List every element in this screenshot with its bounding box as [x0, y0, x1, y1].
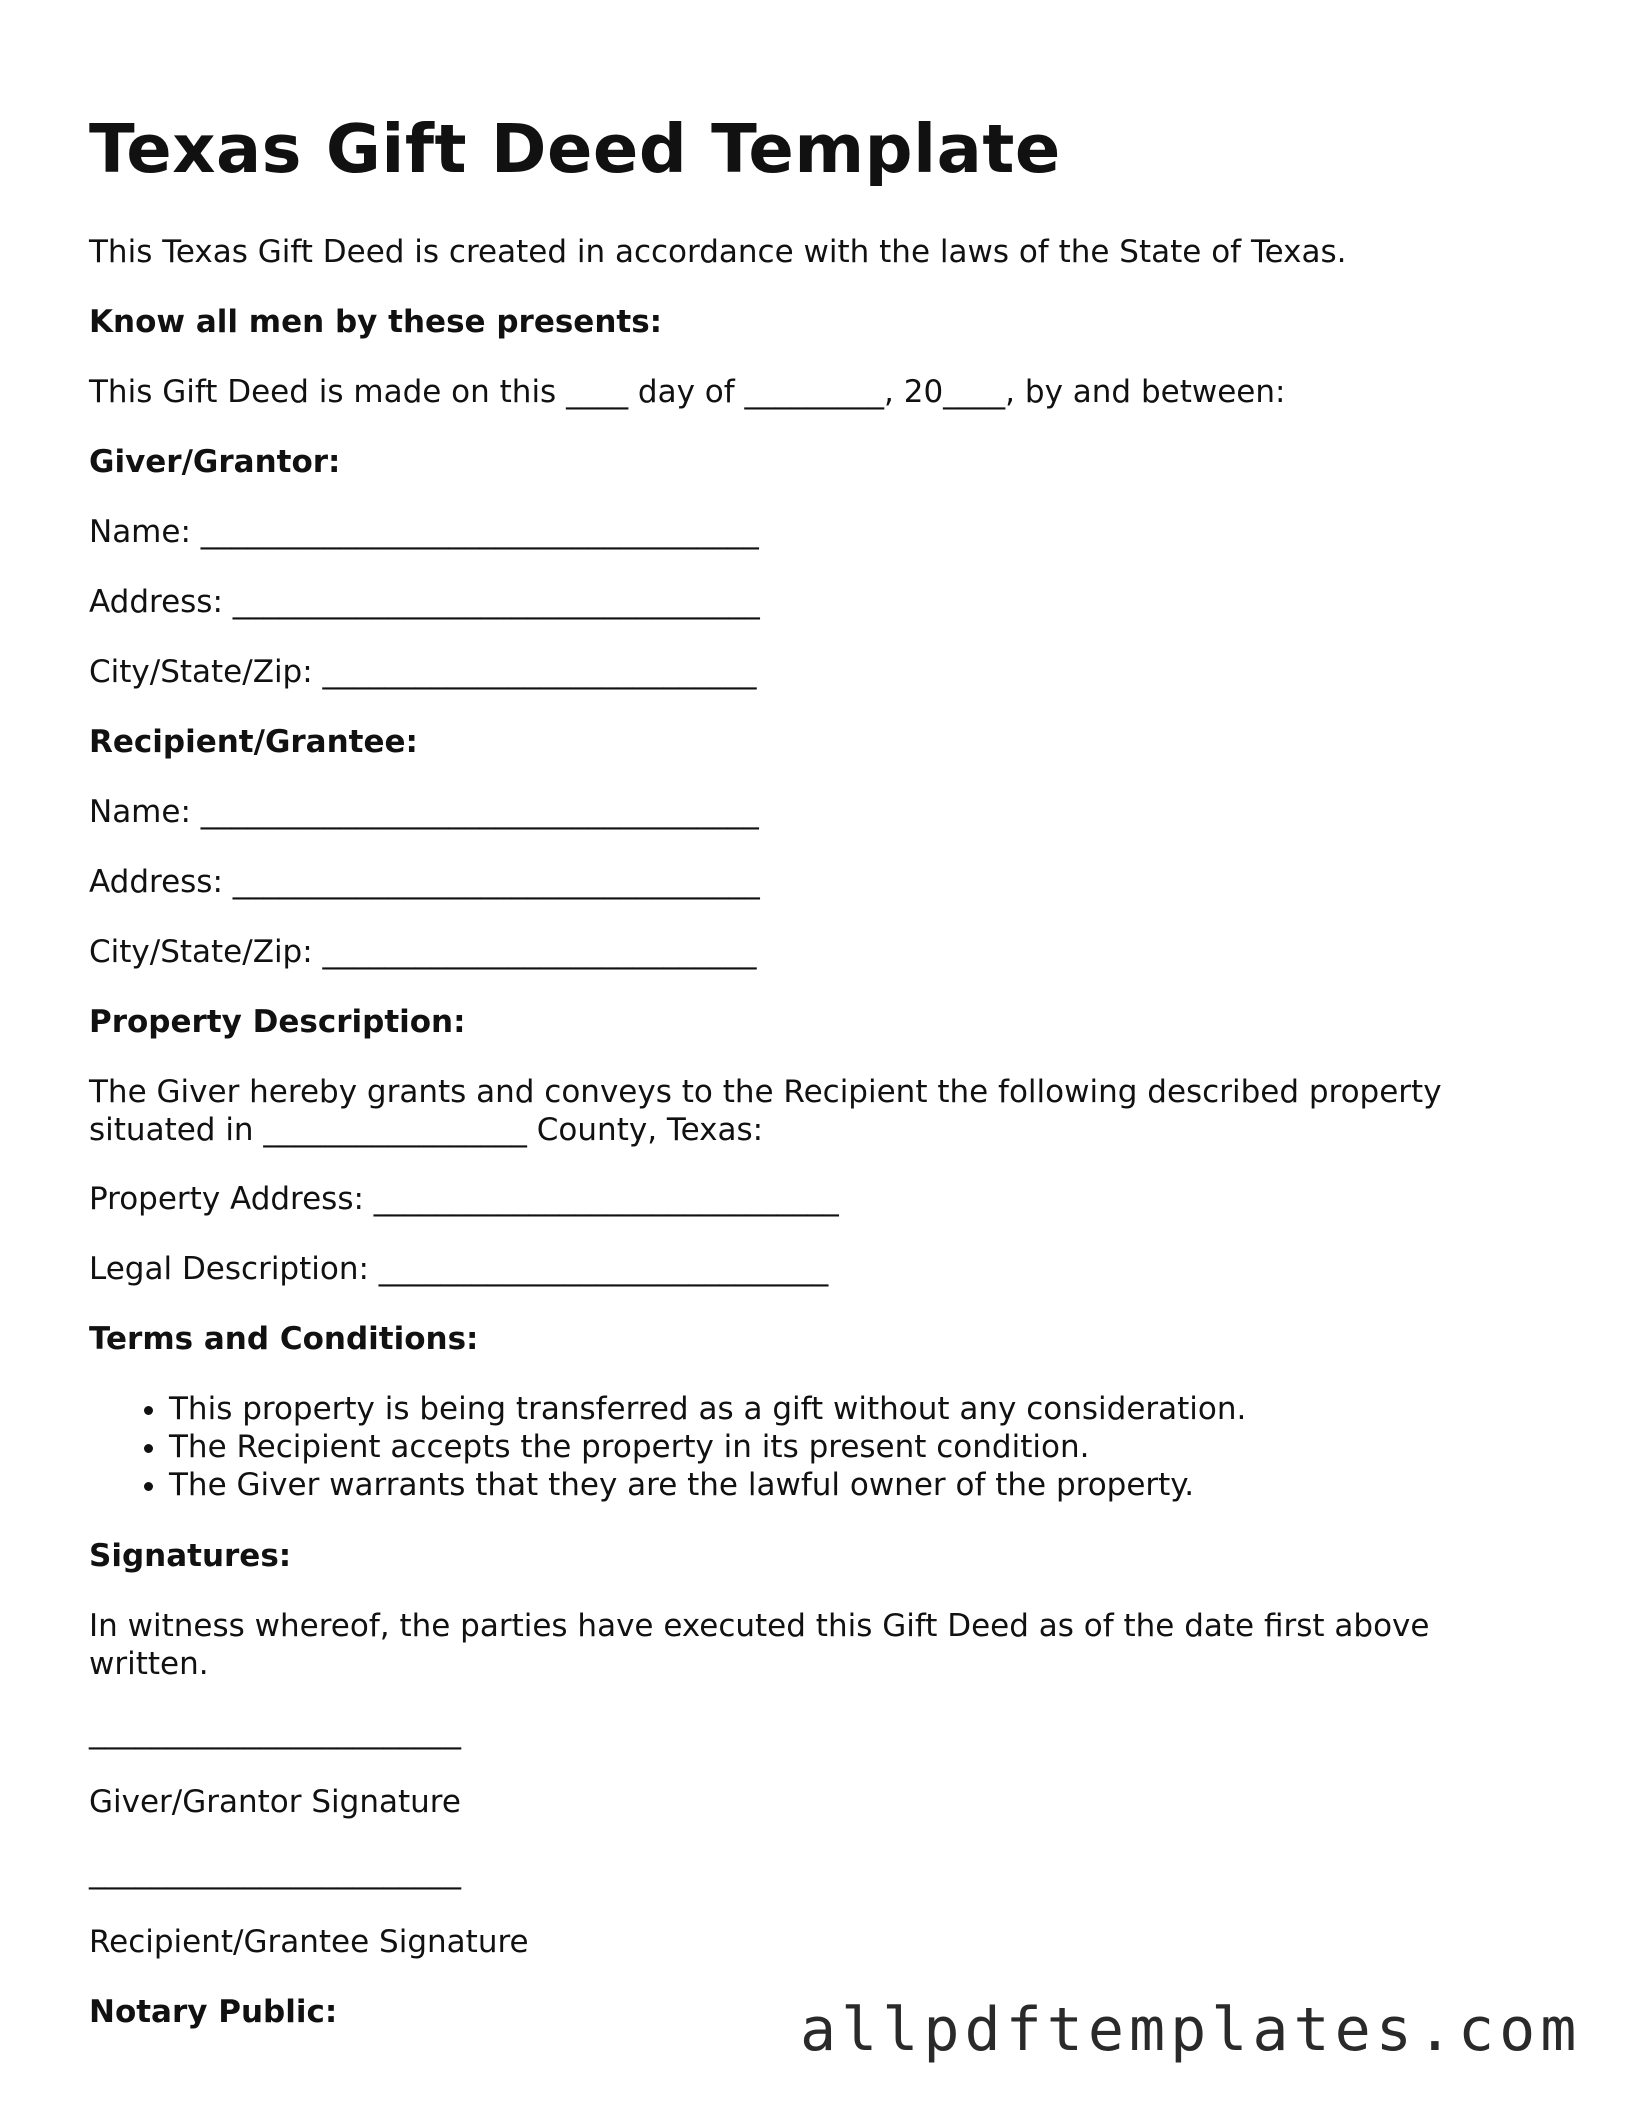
recipient-address-field: Address: __________________________________: [89, 864, 760, 900]
page-title: Texas Gift Deed Template: [89, 110, 1061, 188]
recipient-heading: Recipient/Grantee:: [89, 724, 418, 760]
recipient-city-field: City/State/Zip: ____________________________: [89, 934, 757, 970]
made-on-text: This Gift Deed is made on this ____ day of _________, 20____, by and between:: [89, 374, 1286, 410]
giver-signature-line: ________________________: [89, 1714, 461, 1750]
giver-heading: Giver/Grantor:: [89, 444, 341, 480]
giver-address-field: Address: __________________________________: [89, 584, 760, 620]
giver-name-field: Name: ____________________________________: [89, 514, 759, 550]
list-item: • The Recipient accepts the property in its present condition.: [169, 1428, 1246, 1466]
list-item: • This property is being transferred as a gift without any consideration.: [169, 1390, 1246, 1428]
witness-text: In witness whereof, the parties have executed this Gift Deed as of the date first above written.: [89, 1608, 1430, 1682]
watermark-text: allpdftemplates.com: [800, 1995, 1582, 2065]
giver-city-field: City/State/Zip: ____________________________: [89, 654, 757, 690]
recipient-signature-line: ________________________: [89, 1854, 461, 1890]
legal-description-field: Legal Description: _____________________________: [89, 1251, 829, 1287]
signatures-heading: Signatures:: [89, 1538, 292, 1574]
intro-text: This Texas Gift Deed is created in accordance with the laws of the State of Texas.: [89, 234, 1347, 270]
terms-heading: Terms and Conditions:: [89, 1321, 479, 1357]
recipient-name-field: Name: ____________________________________: [89, 794, 759, 830]
property-heading: Property Description:: [89, 1004, 466, 1040]
property-grant-text: The Giver hereby grants and conveys to the Recipient the following described property situated in _________________ County, Texas:: [89, 1074, 1442, 1148]
giver-signature-label: Giver/Grantor Signature: [89, 1784, 461, 1820]
property-address-field: Property Address: ______________________________: [89, 1181, 839, 1217]
recipient-signature-label: Recipient/Grantee Signature: [89, 1924, 529, 1960]
list-item: • The Giver warrants that they are the lawful owner of the property.: [169, 1466, 1246, 1504]
know-all-heading: Know all men by these presents:: [89, 304, 663, 340]
terms-list: [89, 1390, 1246, 1504]
notary-heading: Notary Public:: [89, 1994, 338, 2030]
